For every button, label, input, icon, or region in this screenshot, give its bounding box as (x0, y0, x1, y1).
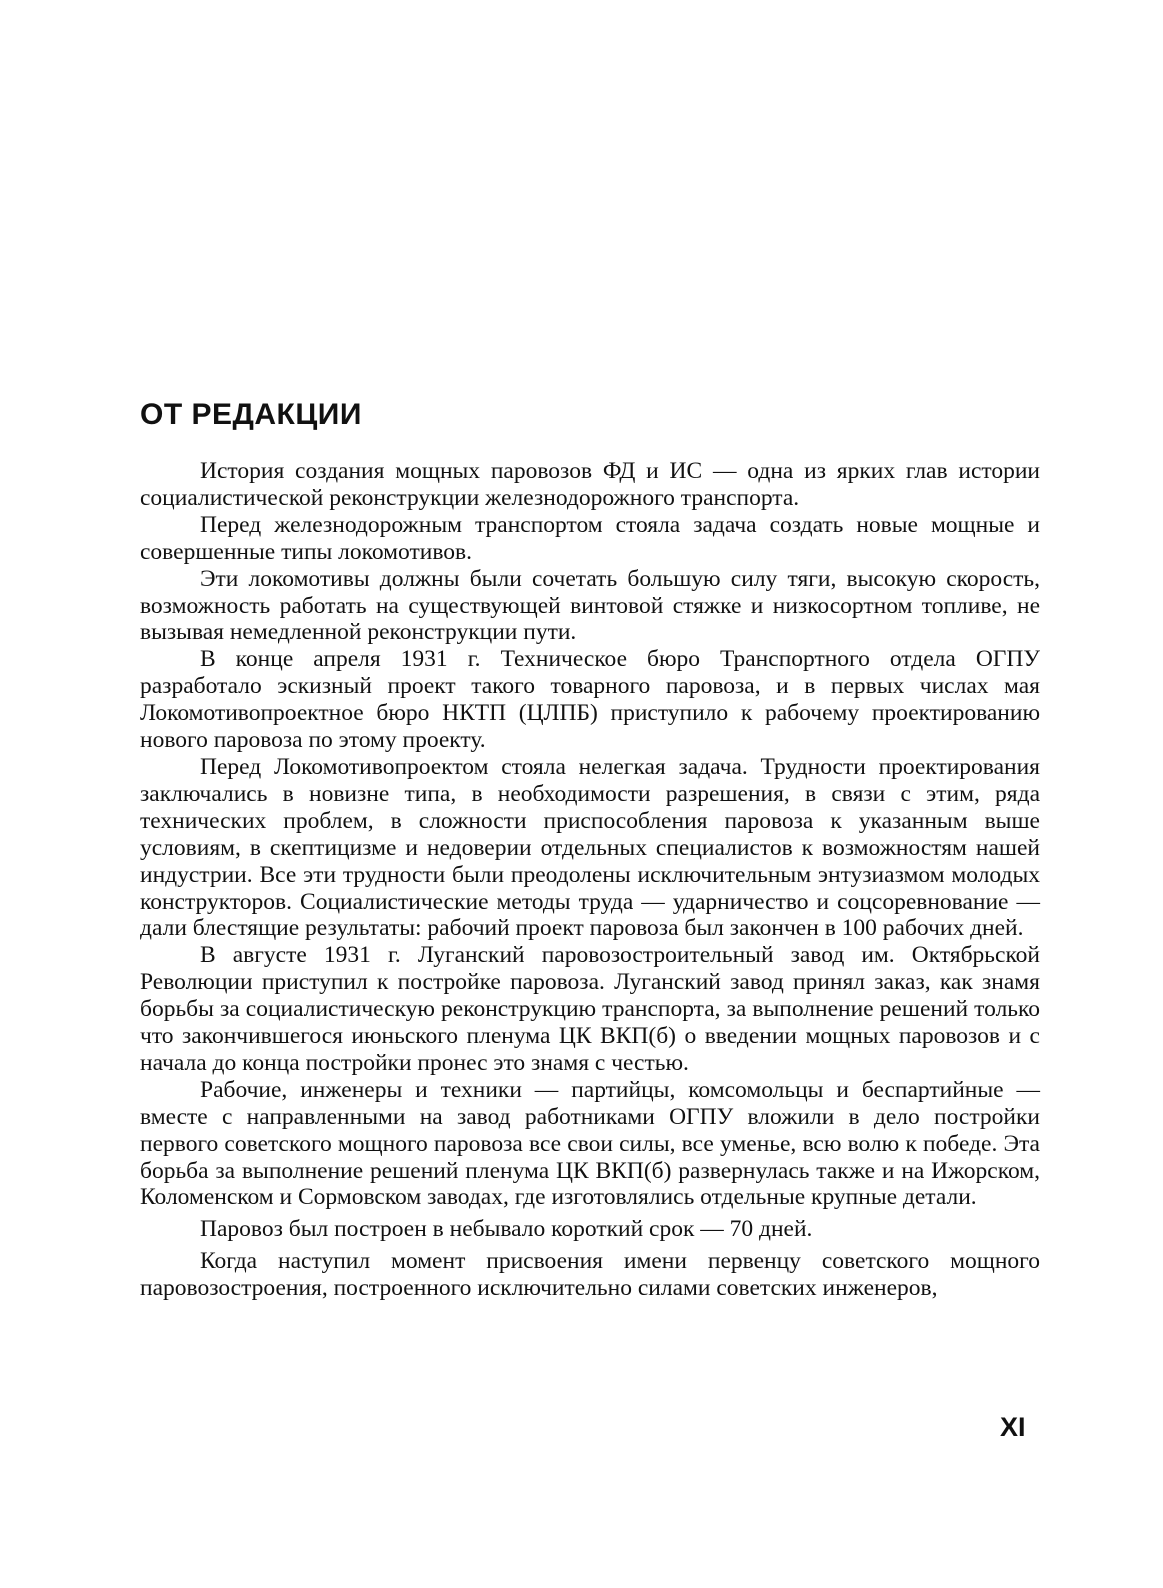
paragraph: Когда наступил момент присвоения имени первенцу советского мощного паровозостроения, построенного исключительно силами советских инженеров, (140, 1248, 1040, 1302)
paragraph: В августе 1931 г. Луганский паровозостроительный завод им. Октябрьской Революции приступил к постройке паровоза. Луганский завод принял заказ, как знамя борьбы за социалистическую реконструкцию транспорта, за выполнение решений только что закончившегося июньского пленума ЦК ВКП(б) о введении мощных паровозов и с начала до конца постройки пронес это знамя с честью. (140, 942, 1040, 1076)
paragraph: Рабочие, инженеры и техники — партийцы, комсомольцы и беспартийные — вместе с направленными на завод работниками ОГПУ вложили в дело постройки первого советского мощного паровоза все свои силы, все уменье, всю волю к победе. Эта борьба за выполнение решений пленума ЦК ВКП(б) развернулась также и на Ижорском, Коломенском и Сормовском заводах, где изготовлялись отдельные крупные детали. (140, 1076, 1040, 1211)
paragraph: Эти локомотивы должны были сочетать большую силу тяги, высокую скорость, возможность работать на существующей винтовой стяжке и низкосортном топливе, не вызывая немедленной реконструкции пути. (140, 565, 1040, 646)
section-heading: ОТ РЕДАКЦИИ (140, 398, 362, 431)
paragraph: Паровоз был построен в небывало короткий срок — 70 дней. (200, 1216, 813, 1243)
paragraph: Перед железнодорожным транспортом стояла задача создать новые мощные и совершенные типы локомотивов. (140, 511, 1040, 565)
body-text (140, 458, 1040, 1302)
paragraph: В конце апреля 1931 г. Техническое бюро Транспортного отдела ОГПУ разработало эскизный проект такого товарного паровоза, и в первых числах мая Локомотивопроектное бюро НКТП (ЦЛПБ) приступило к рабочему проектированию нового паровоза по этому проекту. (140, 646, 1040, 754)
paragraph: История создания мощных паровозов ФД и ИС — одна из ярких глав истории социалистической реконструкции железнодорожного транспорта. (140, 458, 1040, 511)
paragraph: Перед Локомотивопроектом стояла нелегкая задача. Трудности проектирования заключались в новизне типа, в необходимости разрешения, в связи с этим, ряда технических проблем, в сложности приспособления паровоза к указанным выше условиям, в скептицизме и недоверии отдельных специалистов к возможностям нашей индустрии. Все эти трудности были преодолены исключительным энтузиазмом молодых конструкторов. Социалистические методы труда — ударничество и соцсоревнование — дали блестящие результаты: рабочий проект паровоза был закончен в 100 рабочих дней. (140, 753, 1040, 942)
page-number: XI (1000, 1412, 1026, 1442)
